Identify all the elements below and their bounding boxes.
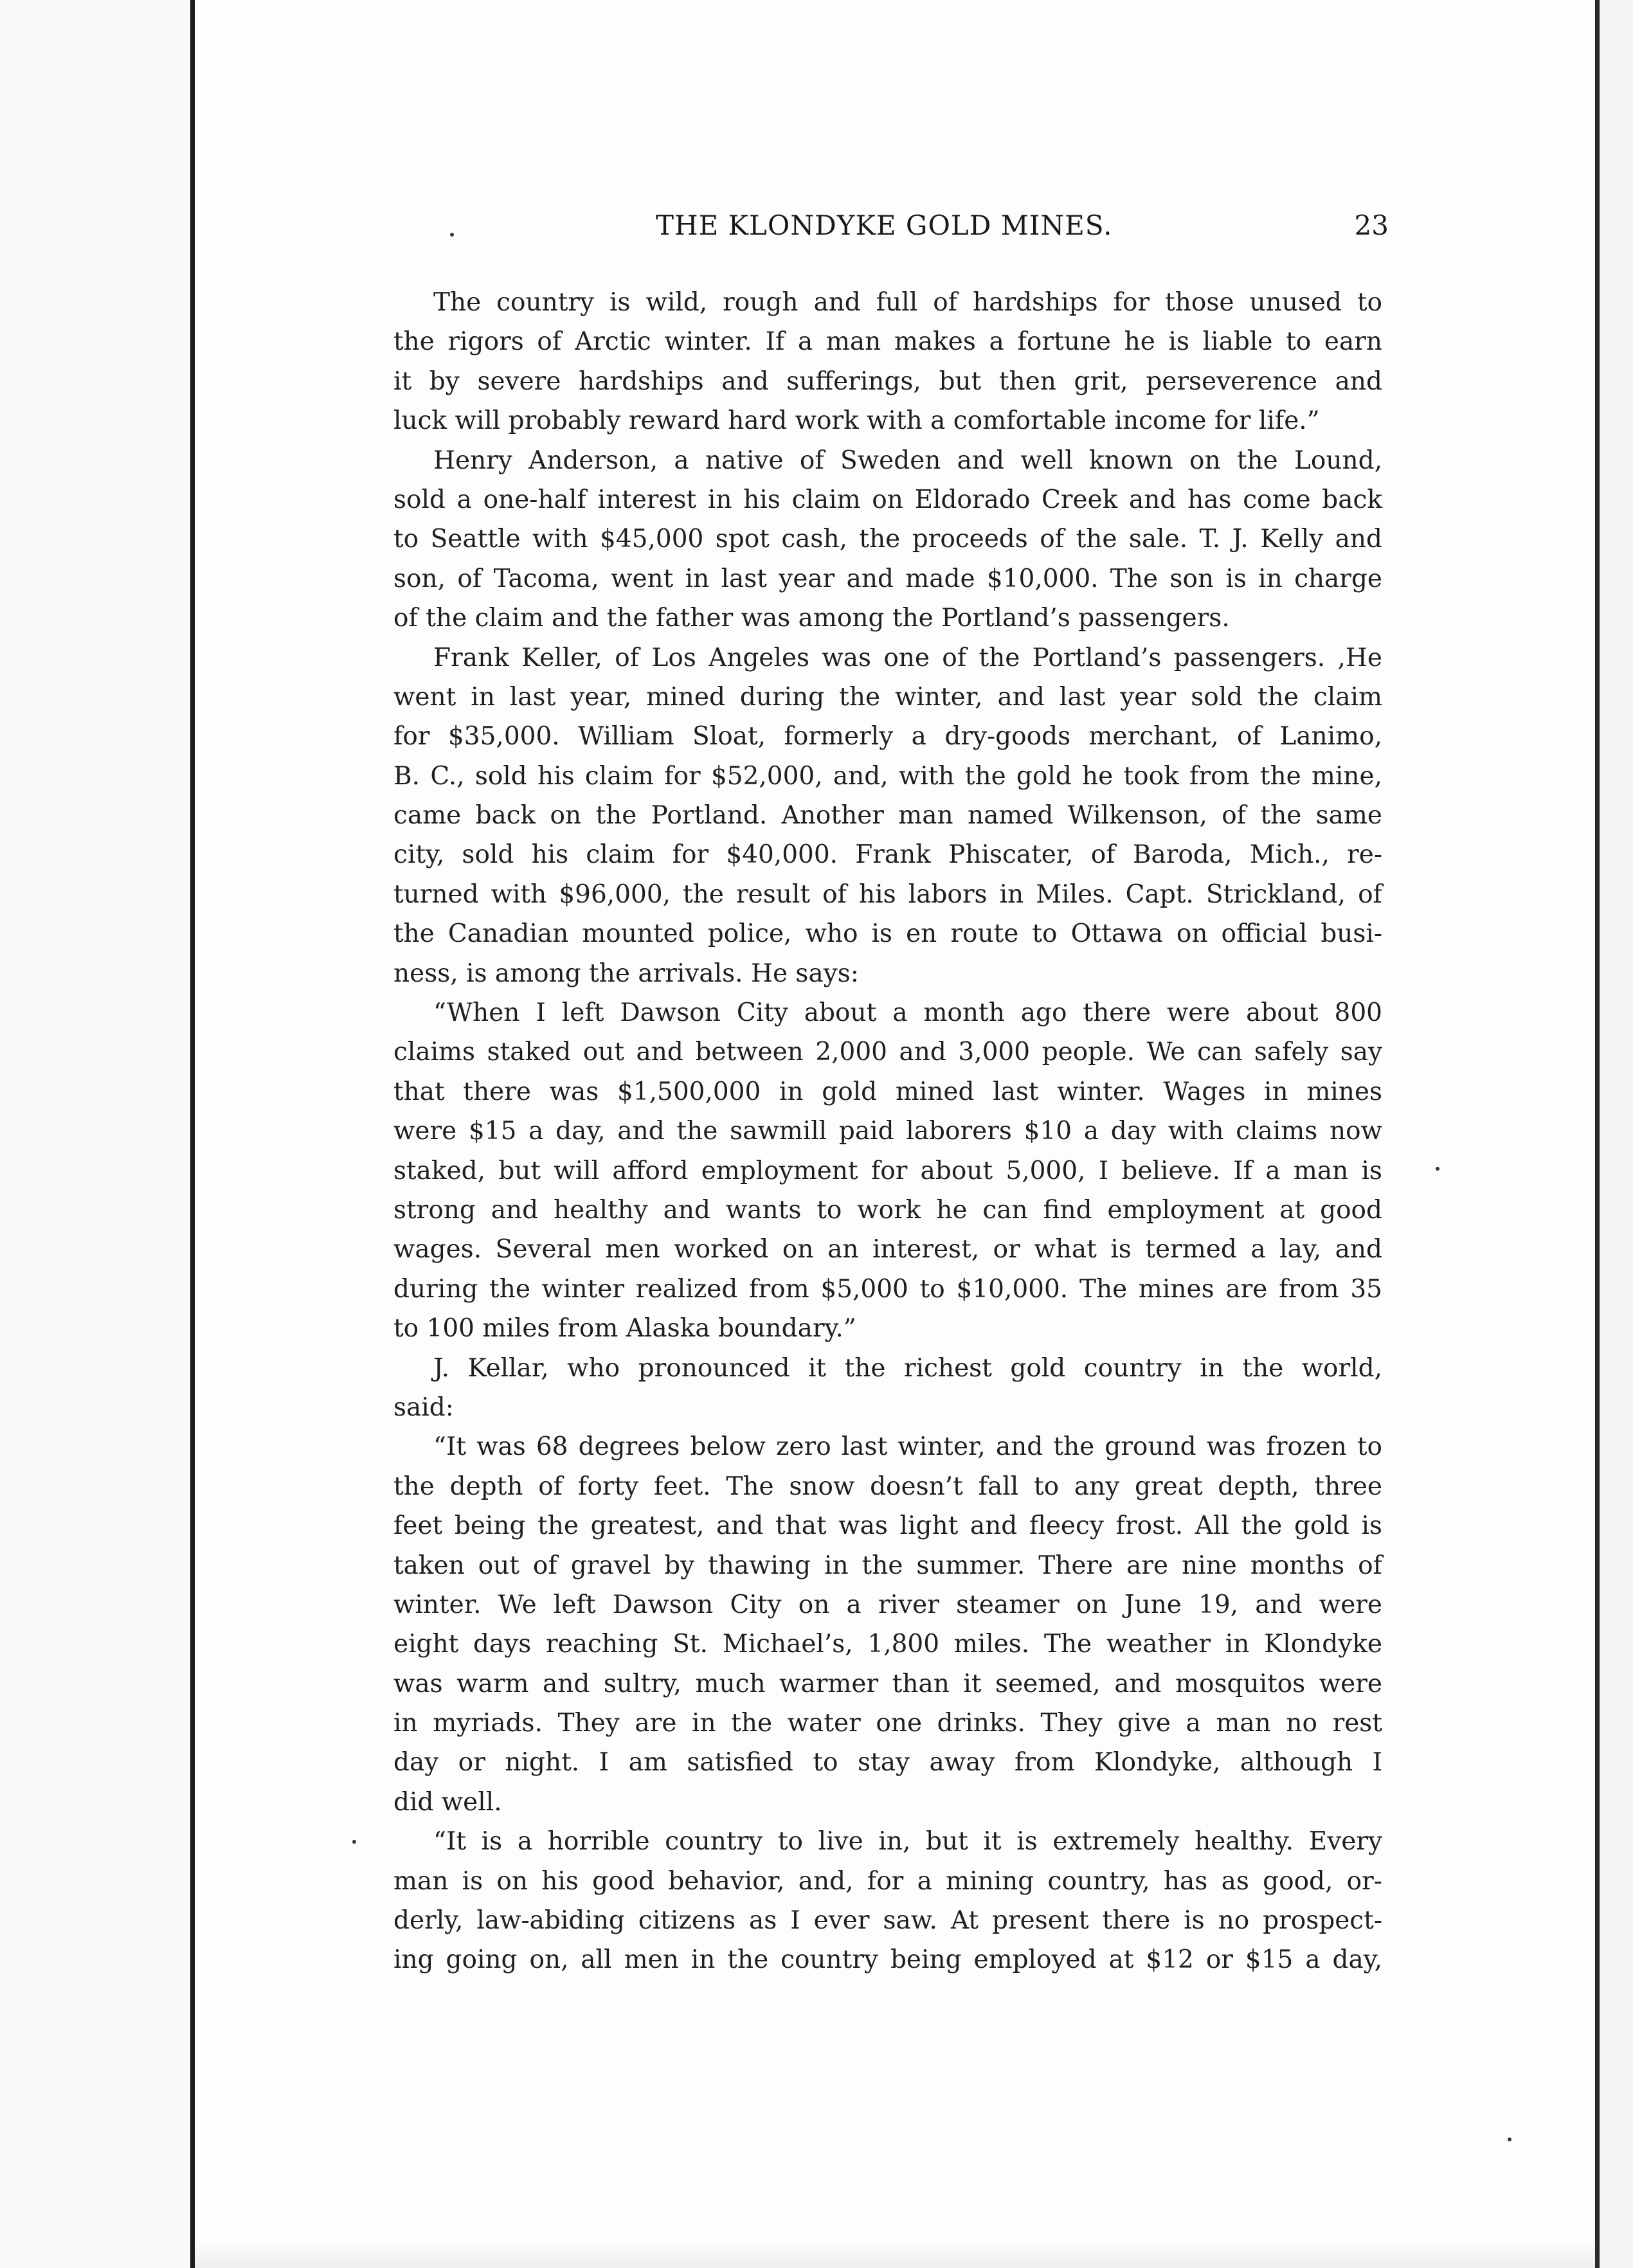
text-line: son, of Tacoma, went in last year and made $10,000. The son is in charge bbox=[393, 564, 1382, 593]
text-line: claims staked out and between 2,000 and 3,000 people. We can safely say bbox=[393, 1038, 1382, 1067]
page-header bbox=[386, 210, 1389, 248]
text-line: in myriads. They are in the water one drinks. They give a man no rest bbox=[393, 1709, 1382, 1738]
text-line: was warm and sultry, much warmer than it seemed, and mosquitos were bbox=[393, 1669, 1382, 1698]
text-line: went in last year, mined during the winter, and last year sold the claim bbox=[393, 682, 1382, 712]
text-line: derly, law-abiding citizens as I ever saw. At present there is no prospect- bbox=[393, 1906, 1382, 1936]
text-line: the rigors of Arctic winter. If a man makes a fortune he is liable to earn bbox=[393, 327, 1382, 357]
text-line: the Canadian mounted police, who is en route to Ottawa on official busi- bbox=[393, 919, 1382, 949]
gutter-shadow-left bbox=[190, 0, 195, 2268]
text-line: Henry Anderson, a native of Sweden and well known on the Lound, bbox=[433, 446, 1382, 475]
text-line: turned with $96,000, the result of his labors in Miles. Capt. Strickland, of bbox=[393, 879, 1382, 909]
text-line: for $35,000. William Sloat, formerly a dry-goods merchant, of Lanimo, bbox=[393, 722, 1382, 752]
text-line: to Seattle with $45,000 spot cash, the proceeds of the sale. T. J. Kelly and bbox=[393, 525, 1382, 554]
scan-speck bbox=[352, 1840, 356, 1844]
text-line: ness, is among the arrivals. He says: bbox=[393, 959, 859, 988]
body-text bbox=[393, 283, 1382, 1980]
page-number: 23 bbox=[1354, 210, 1389, 241]
text-line: luck will probably reward hard work with a comfortable income for life.” bbox=[393, 406, 1320, 436]
text-line: of the claim and the father was among the Portland’s passengers. bbox=[393, 604, 1230, 633]
text-line: B. C., sold his claim for $52,000, and, with the gold he took from the mine, bbox=[393, 761, 1382, 791]
text-line: Frank Keller, of Los Angeles was one of the Portland’s passengers. ,He bbox=[433, 643, 1382, 672]
text-line: staked, but will afford employment for about 5,000, I believe. If a man is bbox=[393, 1156, 1382, 1185]
text-line: J. Kellar, who pronounced it the richest gold country in the world, bbox=[433, 1353, 1382, 1383]
scan-speck bbox=[1436, 1167, 1439, 1171]
text-line: strong and healthy and wants to work he can find employment at good bbox=[393, 1195, 1382, 1225]
scan-edge-noise bbox=[195, 2240, 1595, 2268]
running-title: THE KLONDYKE GOLD MINES. bbox=[656, 210, 1113, 241]
text-line: the depth of forty feet. The snow doesn’t fall to any great depth, three bbox=[393, 1472, 1382, 1501]
text-line: sold a one-half interest in his claim on Eldorado Creek and has come back bbox=[393, 485, 1382, 514]
text-line: it by severe hardships and sufferings, but then grit, perseverence and bbox=[393, 366, 1382, 396]
text-line: feet being the greatest, and that was light and fleecy frost. All the gold is bbox=[393, 1511, 1382, 1541]
text-line: taken out of gravel by thawing in the summer. There are nine months of bbox=[393, 1551, 1382, 1580]
text-line: to 100 miles from Alaska boundary.” bbox=[393, 1314, 856, 1344]
text-line: The country is wild, rough and full of hardships for those unused to bbox=[433, 288, 1382, 317]
text-line: eight days reaching St. Michael’s, 1,800 miles. The weather in Klondyke bbox=[393, 1630, 1382, 1659]
text-line: “When I left Dawson City about a month ago there were about 800 bbox=[433, 998, 1382, 1028]
text-line: that there was $1,500,000 in gold mined last winter. Wages in mines bbox=[393, 1077, 1382, 1106]
text-line: did well. bbox=[393, 1787, 502, 1817]
text-line: day or night. I am satisfied to stay away from Klondyke, although I bbox=[393, 1748, 1382, 1778]
text-line: said: bbox=[393, 1392, 454, 1422]
text-line: “It is a horrible country to live in, but it is extremely healthy. Every bbox=[433, 1827, 1382, 1857]
text-line: came back on the Portland. Another man named Wilkenson, of the same bbox=[393, 801, 1382, 831]
right-page-margin bbox=[1600, 0, 1633, 2268]
left-page-margin bbox=[0, 0, 190, 2268]
text-line: city, sold his claim for $40,000. Frank Phiscater, of Baroda, Mich., re- bbox=[393, 840, 1382, 870]
text-line: wages. Several men worked on an interest, or what is termed a lay, and bbox=[393, 1235, 1382, 1264]
text-line: “It was 68 degrees below zero last winter, and the ground was frozen to bbox=[433, 1432, 1382, 1462]
text-line: man is on his good behavior, and, for a mining country, has as good, or- bbox=[393, 1866, 1382, 1896]
text-line: winter. We left Dawson City on a river steamer on June 19, and were bbox=[393, 1590, 1382, 1619]
gutter-shadow-right bbox=[1595, 0, 1600, 2268]
text-line: were $15 a day, and the sawmill paid laborers $10 a day with claims now bbox=[393, 1117, 1382, 1146]
text-line: ing going on, all men in the country being employed at $12 or $15 a day, bbox=[393, 1945, 1382, 1975]
text-line: during the winter realized from $5,000 to $10,000. The mines are from 35 bbox=[393, 1274, 1382, 1304]
scan-speck bbox=[1508, 2138, 1511, 2141]
